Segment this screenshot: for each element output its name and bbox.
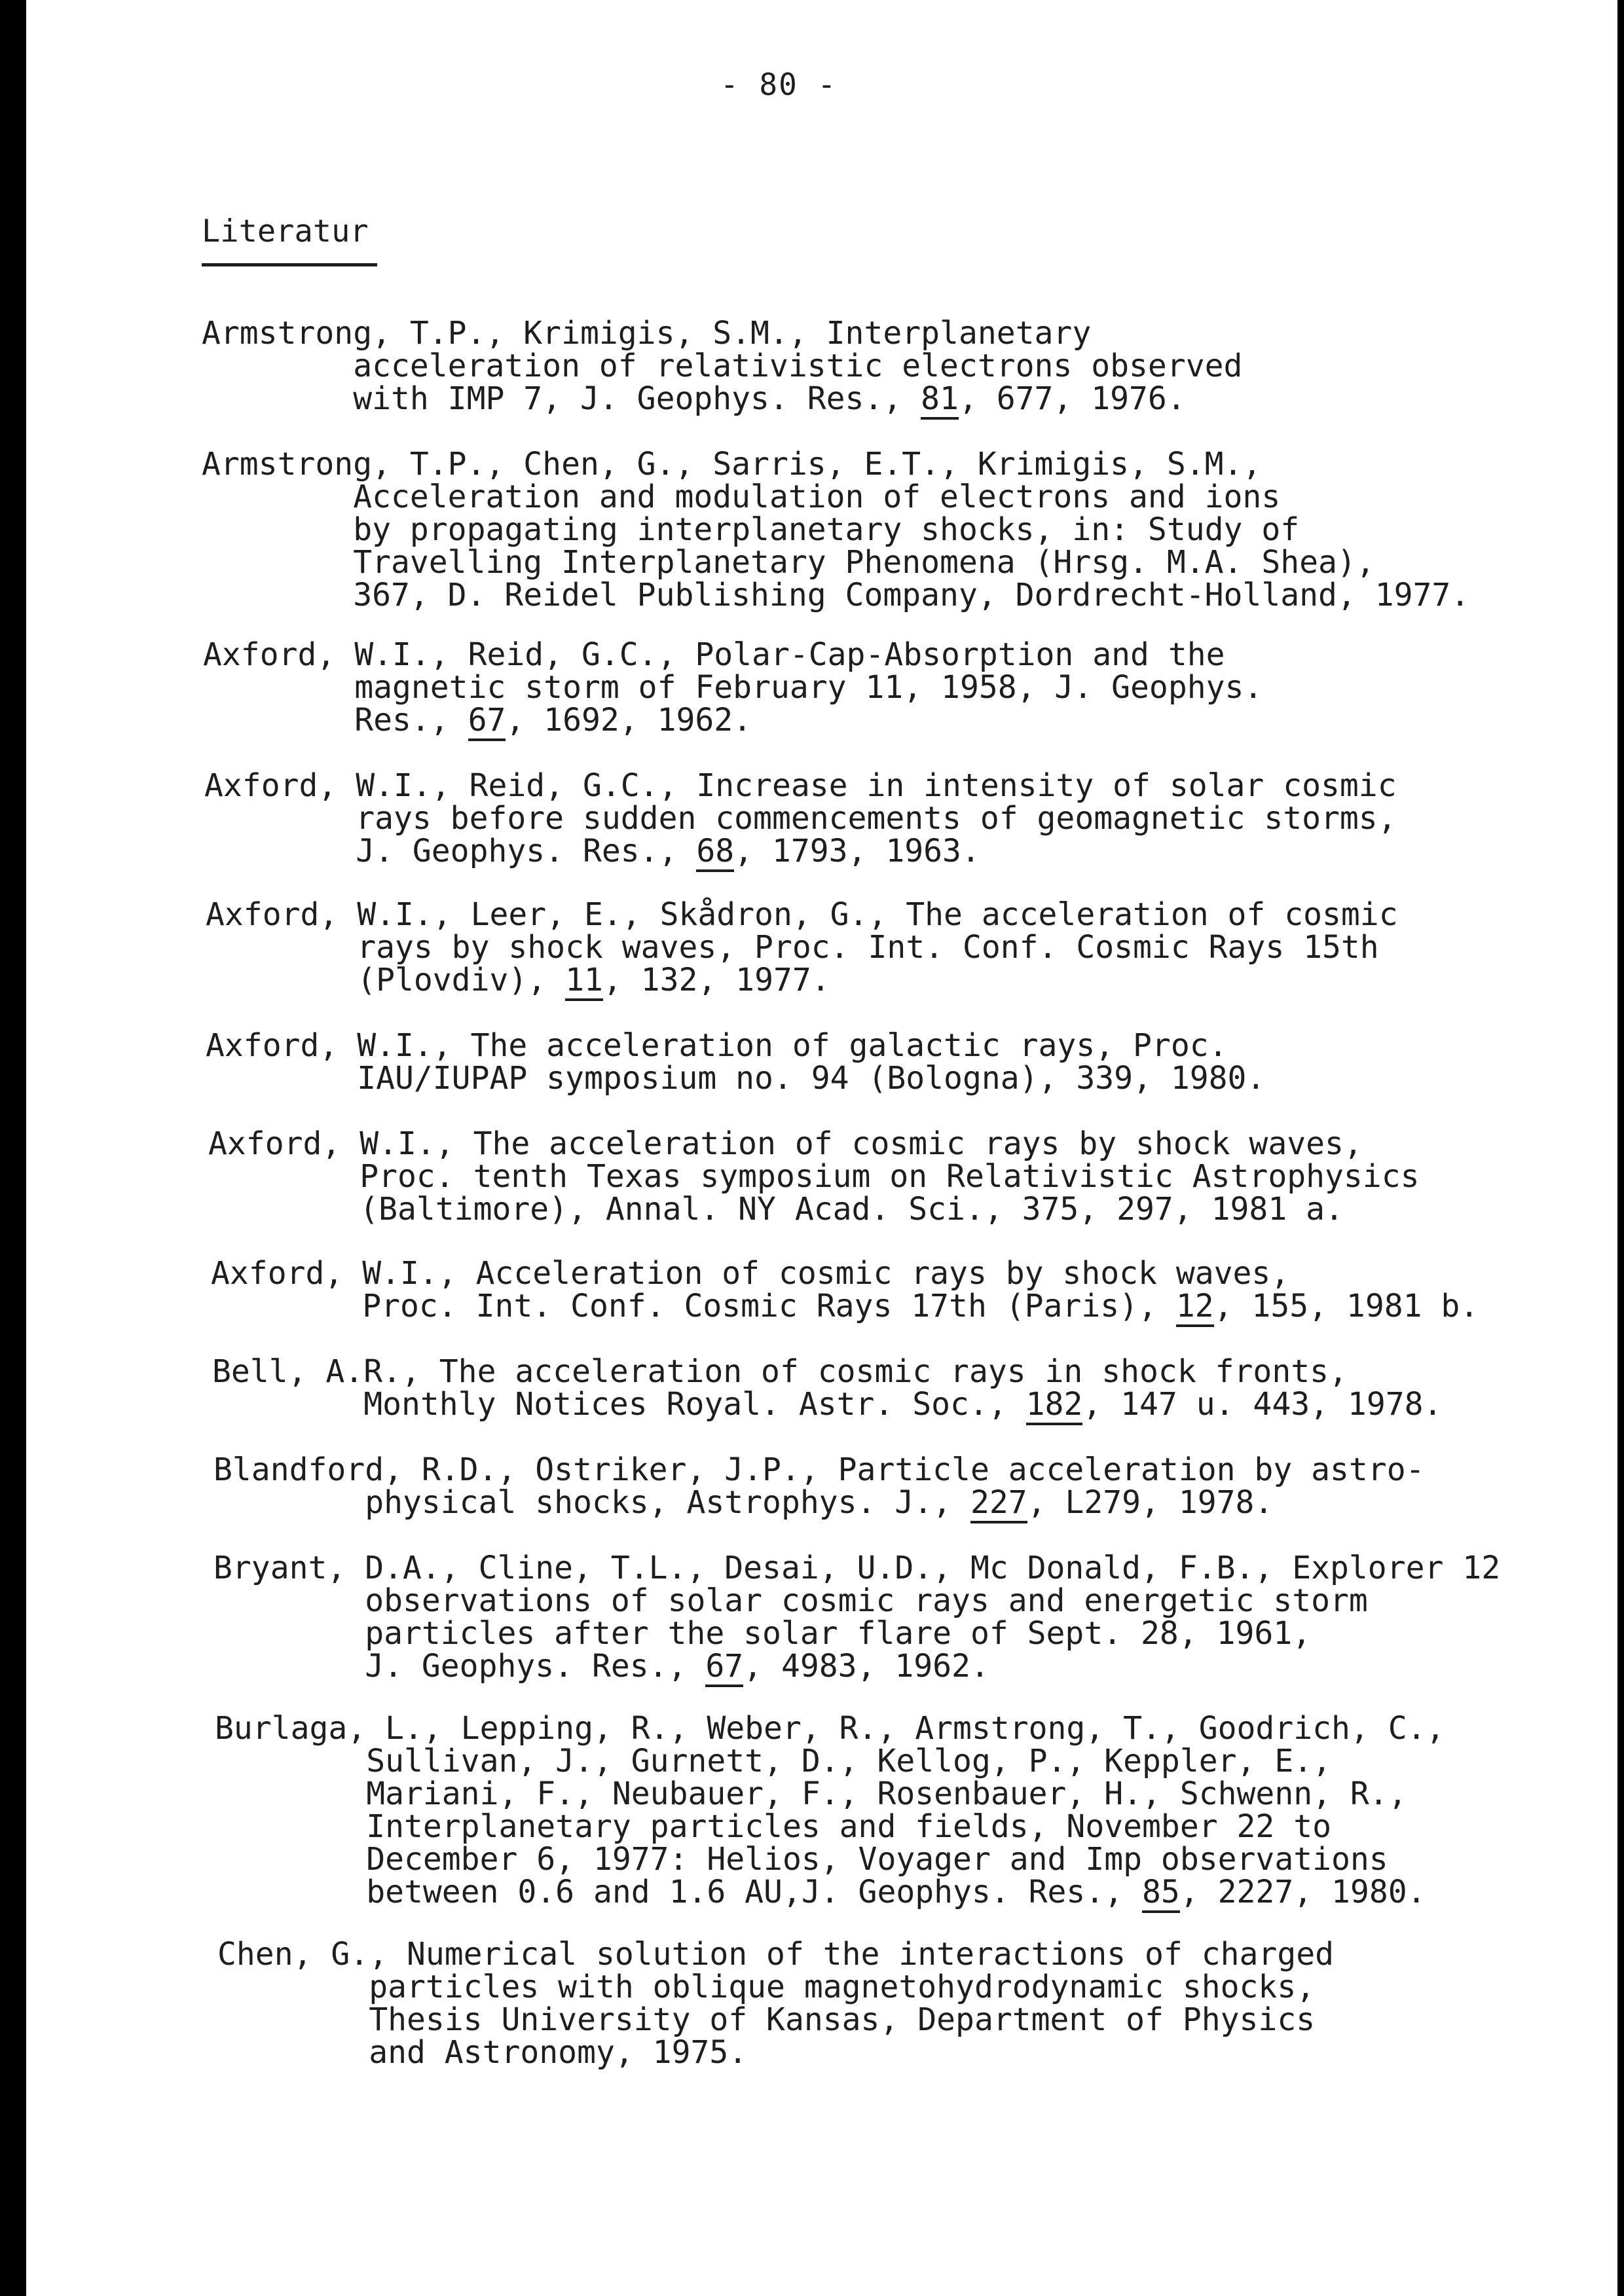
reference-text: Burlaga, L., Lepping, R., Weber, R., Armstrong, T., Goodrich, C.,: [215, 1710, 1445, 1747]
reference-line: [202, 481, 1469, 513]
reference-line: [202, 350, 1242, 382]
reference-line: [203, 671, 1263, 704]
reference-text: between 0.6 and 1.6 AU,J. Geophys. Res.,: [215, 1874, 1143, 1910]
reference-text: rays by shock waves, Proc. Int. Conf. Cosmic Rays 15th: [206, 929, 1379, 966]
reference-text: Axford, W.I., Leer, E., Skådron, G., The acceleration of cosmic: [206, 896, 1398, 933]
volume-number: 81: [921, 380, 959, 420]
reference-text: , 1692, 1962.: [506, 702, 752, 738]
volume-number: 68: [696, 833, 734, 872]
reference-text: J. Geophys. Res.,: [213, 1648, 706, 1685]
reference-line: [213, 1617, 1500, 1650]
reference-line: [213, 1552, 1500, 1584]
reference-line: [212, 1388, 1442, 1421]
reference-entry: [213, 1552, 1500, 1683]
reference-text: , 4983, 1962.: [743, 1648, 989, 1685]
reference-line: [213, 1650, 1500, 1683]
reference-text: Proc. Int. Conf. Cosmic Rays 17th (Paris),: [211, 1288, 1176, 1324]
reference-text: with IMP 7, J. Geophys. Res.,: [202, 380, 921, 417]
volume-number: 67: [705, 1648, 743, 1687]
reference-text: (Baltimore), Annal. NY Acad. Sci., 375, 297, 1981 a.: [208, 1191, 1344, 1228]
reference-entry: [213, 1453, 1425, 1519]
reference-text: Thesis University of Kansas, Department of Physics: [217, 2001, 1316, 2038]
reference-text: , L279, 1978.: [1027, 1484, 1274, 1521]
reference-line: [215, 1876, 1445, 1908]
reference-text: Proc. tenth Texas symposium on Relativistic Astrophysics: [208, 1158, 1420, 1195]
reference-line: [208, 1160, 1420, 1193]
reference-line: [202, 317, 1242, 350]
reference-line: [211, 1257, 1479, 1290]
reference-entry: [202, 448, 1469, 611]
reference-line: [217, 1971, 1334, 2003]
reference-line: [217, 1938, 1334, 1971]
reference-line: [202, 579, 1469, 611]
reference-line: [213, 1453, 1425, 1486]
reference-text: Axford, W.I., Reid, G.C., Polar-Cap-Absorption and the: [203, 636, 1225, 673]
reference-line: [212, 1355, 1442, 1388]
reference-text: rays before sudden commencements of geomagnetic storms,: [204, 800, 1397, 837]
volume-number: 12: [1176, 1288, 1214, 1327]
reference-text: Armstrong, T.P., Chen, G., Sarris, E.T., Krimigis, S.M.,: [202, 446, 1262, 483]
reference-text: 367, D. Reidel Publishing Company, Dordrecht-Holland, 1977.: [202, 577, 1470, 613]
reference-line: [206, 1062, 1265, 1095]
reference-text: , 1793, 1963.: [734, 833, 980, 869]
reference-entry: [212, 1355, 1442, 1421]
reference-line: [206, 898, 1398, 931]
reference-entry: [202, 317, 1242, 415]
reference-text: Axford, W.I., Acceleration of cosmic rays by shock waves,: [211, 1255, 1290, 1292]
reference-text: Chen, G., Numerical solution of the interactions of charged: [217, 1936, 1335, 1973]
volume-number: 11: [565, 962, 603, 1001]
reference-text: , 147 u. 443, 1978.: [1082, 1386, 1443, 1423]
reference-line: [217, 2036, 1334, 2069]
reference-line: [206, 964, 1398, 996]
reference-line: [215, 1712, 1445, 1745]
reference-text: magnetic storm of February 11, 1958, J. Geophys.: [203, 669, 1263, 706]
reference-line: [215, 1777, 1445, 1810]
reference-line: [217, 2003, 1334, 2036]
reference-text: and Astronomy, 1975.: [217, 2034, 748, 2071]
reference-entry: [204, 769, 1397, 867]
reference-text: physical shocks, Astrophys. J.,: [213, 1484, 970, 1521]
reference-line: [208, 1193, 1420, 1226]
volume-number: 227: [970, 1484, 1027, 1523]
heading-underline: [202, 263, 377, 266]
reference-line: [208, 1127, 1420, 1160]
reference-text: particles with oblique magnetohydrodynamic shocks,: [217, 1969, 1316, 2005]
reference-text: Res.,: [203, 702, 468, 738]
reference-text: Axford, W.I., Reid, G.C., Increase in intensity of solar cosmic: [204, 767, 1397, 804]
volume-number: 85: [1142, 1874, 1180, 1913]
reference-text: Mariani, F., Neubauer, F., Rosenbauer, H., Schwenn, R.,: [215, 1776, 1407, 1812]
reference-text: IAU/IUPAP symposium no. 94 (Bologna), 339, 1980.: [206, 1060, 1266, 1097]
reference-entry: [211, 1257, 1479, 1322]
reference-entry: [206, 898, 1398, 996]
reference-text: Blandford, R.D., Ostriker, J.P., Particle acceleration by astro-: [213, 1451, 1425, 1488]
reference-text: , 2227, 1980.: [1179, 1874, 1426, 1910]
reference-line: [213, 1486, 1425, 1519]
reference-line: [206, 931, 1398, 964]
document-page: [26, 0, 1617, 2296]
reference-line: [202, 448, 1469, 481]
reference-line: [202, 546, 1469, 579]
reference-text: Axford, W.I., The acceleration of galactic rays, Proc.: [206, 1027, 1228, 1064]
reference-text: Monthly Notices Royal. Astr. Soc.,: [212, 1386, 1026, 1423]
section-heading: Literatur: [202, 213, 369, 249]
reference-text: Armstrong, T.P., Krimigis, S.M., Interplanetary: [202, 315, 1092, 352]
reference-line: [206, 1029, 1265, 1062]
reference-text: Travelling Interplanetary Phenomena (Hrsg. M.A. Shea),: [202, 544, 1375, 581]
reference-text: by propagating interplanetary shocks, in: Study of: [202, 511, 1300, 548]
reference-line: [215, 1843, 1445, 1876]
reference-line: [202, 382, 1242, 415]
reference-text: J. Geophys. Res.,: [204, 833, 697, 869]
reference-text: Interplanetary particles and fields, November 22 to: [215, 1808, 1332, 1845]
reference-text: (Plovdiv),: [206, 962, 566, 998]
reference-line: [204, 802, 1397, 835]
reference-text: Bryant, D.A., Cline, T.L., Desai, U.D., Mc Donald, F.B., Explorer 12: [213, 1550, 1501, 1586]
reference-text: particles after the solar flare of Sept. 28, 1961,: [213, 1615, 1312, 1652]
reference-line: [203, 638, 1263, 671]
reference-entry: [215, 1712, 1445, 1908]
reference-text: , 677, 1976.: [958, 380, 1186, 417]
reference-text: Sullivan, J., Gurnett, D., Kellog, P., Keppler, E.,: [215, 1743, 1332, 1779]
reference-text: acceleration of relativistic electrons observed: [202, 348, 1243, 384]
page-number: - 80 -: [720, 67, 838, 102]
reference-entry: [208, 1127, 1420, 1226]
reference-text: , 155, 1981 b.: [1213, 1288, 1479, 1324]
reference-line: [211, 1290, 1479, 1322]
reference-line: [202, 513, 1469, 546]
reference-entry: [217, 1938, 1334, 2069]
reference-line: [204, 835, 1397, 867]
reference-text: Bell, A.R., The acceleration of cosmic rays in shock fronts,: [212, 1353, 1348, 1390]
reference-line: [215, 1745, 1445, 1777]
reference-line: [204, 769, 1397, 802]
reference-entry: [203, 638, 1263, 737]
volume-number: 182: [1026, 1386, 1083, 1425]
reference-text: observations of solar cosmic rays and energetic storm: [213, 1582, 1368, 1619]
reference-line: [215, 1810, 1445, 1843]
reference-text: December 6, 1977: Helios, Voyager and Imp observations: [215, 1841, 1388, 1878]
reference-entry: [206, 1029, 1265, 1095]
volume-number: 67: [468, 702, 506, 741]
reference-text: Axford, W.I., The acceleration of cosmic rays by shock waves,: [208, 1125, 1363, 1162]
reference-text: , 132, 1977.: [602, 962, 830, 998]
reference-line: [213, 1584, 1500, 1617]
reference-line: [203, 704, 1263, 737]
reference-text: Acceleration and modulation of electrons and ions: [202, 479, 1281, 515]
